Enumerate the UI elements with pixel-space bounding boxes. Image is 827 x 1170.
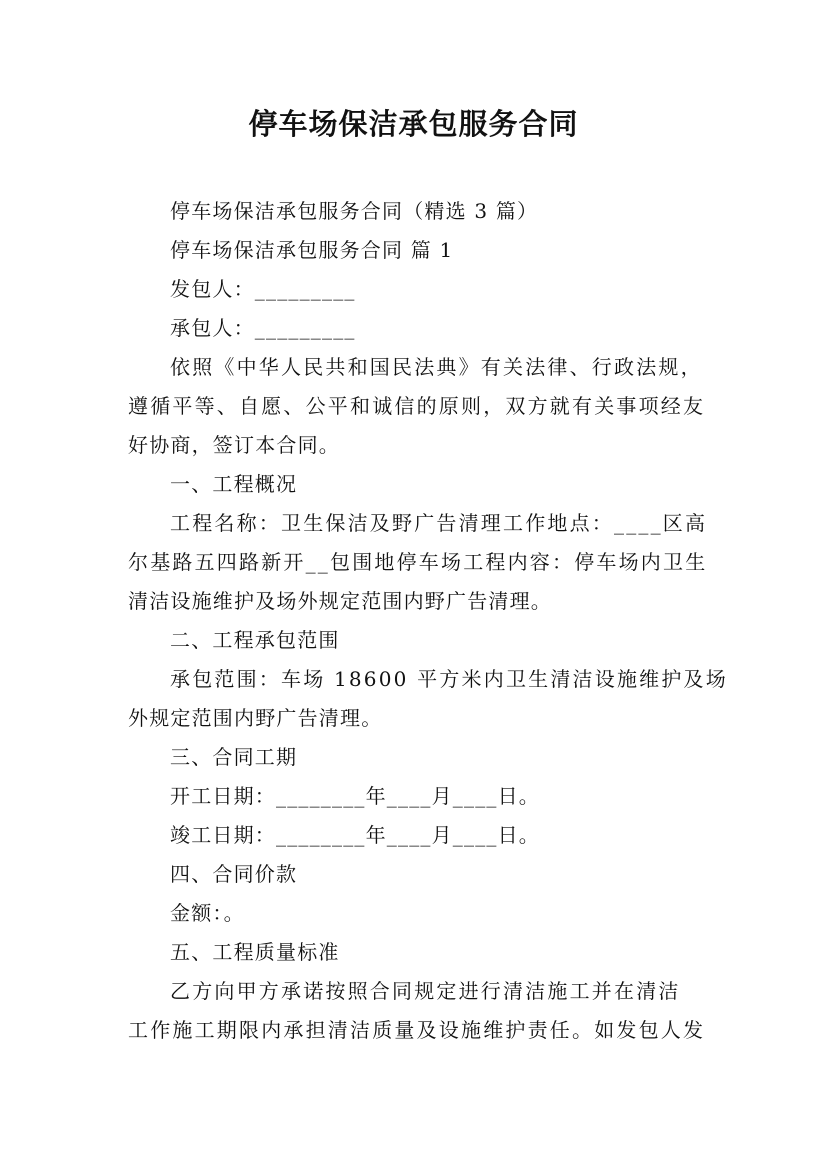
paragraph-line: 依照《中华人民共和国民法典》有关法律、行政法规， (170, 355, 703, 379)
paragraph-line: 乙方向甲方承诺按照合同规定进行清洁施工并在清洁 (170, 979, 681, 1003)
completion-date-line: 竣工日期：________年____月____日。 (170, 823, 540, 847)
section-heading: 四、合同价款 (170, 862, 298, 886)
paragraph-line: 遵循平等、自愿、公平和诚信的原则，双方就有关事项经友 (128, 394, 706, 418)
section-heading: 五、工程质量标准 (170, 940, 340, 964)
party-contractor: 承包人：_________ (170, 316, 356, 340)
section-heading: 二、工程承包范围 (170, 628, 340, 652)
amount-line: 金额：。 (170, 901, 245, 925)
section-heading-part-1: 停车场保洁承包服务合同 篇 1 (170, 238, 454, 262)
paragraph-line: 工作施工期限内承担清洁质量及设施维护责任。如发包人发 (128, 1018, 706, 1042)
section-heading: 一、工程概况 (170, 472, 298, 496)
paragraph-line: 工程名称：卫生保洁及野广告清理工作地点：____区高 (170, 511, 708, 535)
start-date-line: 开工日期：________年____月____日。 (170, 784, 540, 808)
subtitle-selection: 停车场保洁承包服务合同（精选 3 篇） (170, 199, 539, 223)
paragraph-line: 清洁设施维护及场外规定范围内野广告清理。 (128, 589, 552, 613)
document-title: 停车场保洁承包服务合同 (248, 107, 579, 141)
paragraph-line: 尔基路五四路新开__包围地停车场工程内容：停车场内卫生 (128, 550, 708, 574)
paragraph-line: 承包范围：车场 18600 平方米内卫生清洁设施维护及场 (170, 667, 728, 691)
party-employer: 发包人：_________ (170, 277, 356, 301)
paragraph-line: 好协商，签订本合同。 (128, 433, 340, 457)
section-heading: 三、合同工期 (170, 745, 298, 769)
paragraph-line: 外规定范围内野广告清理。 (128, 706, 383, 730)
